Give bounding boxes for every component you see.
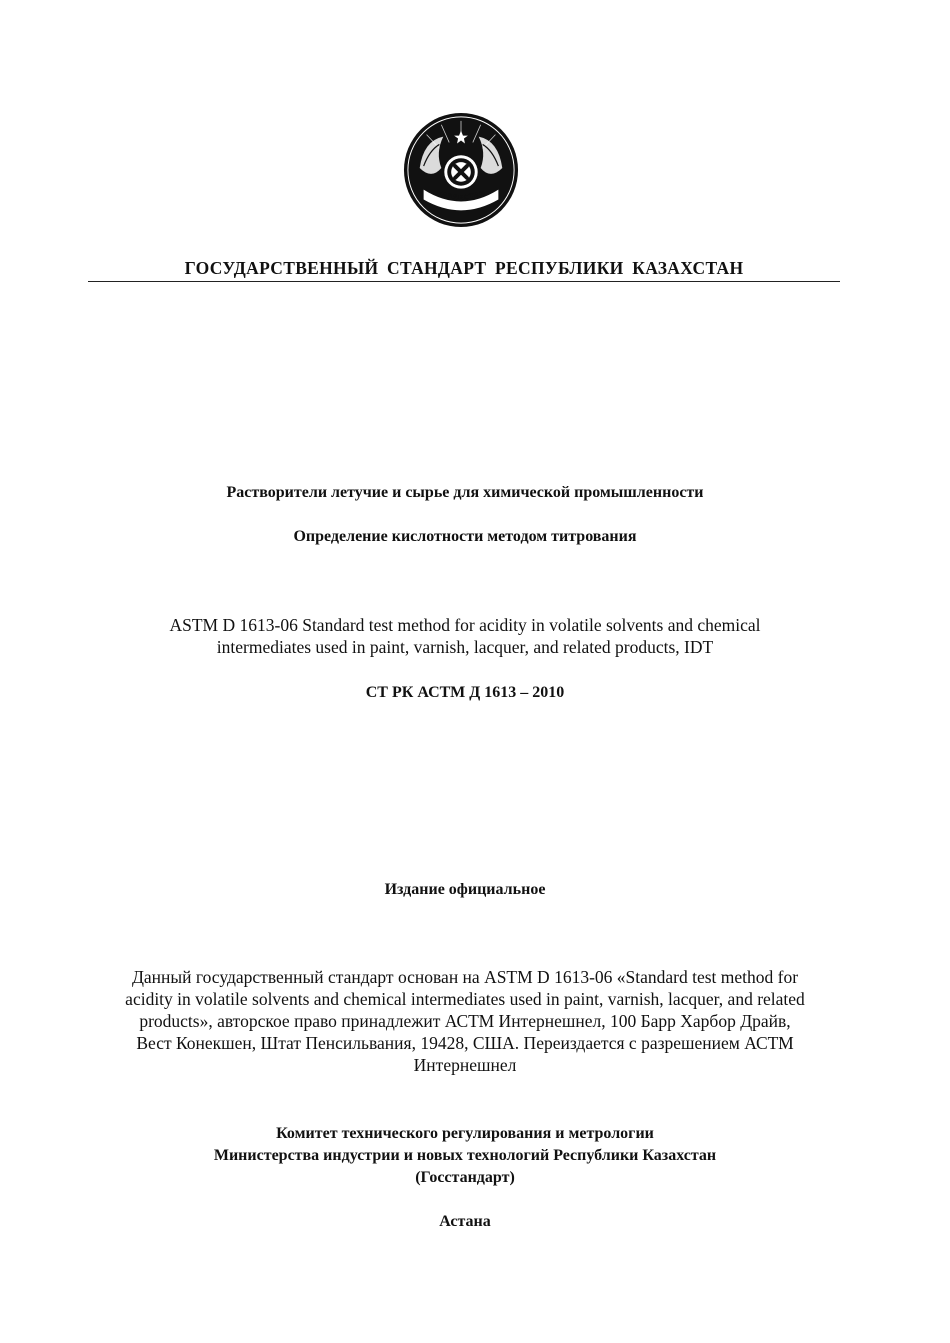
header-divider <box>88 281 840 282</box>
statement-line: acidity in volatile solvents and chemical intermediates used in paint, varnish, lacquer, and related <box>125 989 805 1009</box>
document-title: Растворители летучие и сырье для химической промышленности <box>226 484 704 501</box>
edition-label: Издание официальное <box>384 881 546 898</box>
statement-line: Интернешнел <box>413 1055 517 1075</box>
svg-text:ҚАЗАҚСТАН: ҚАЗАҚСТАН <box>435 188 487 202</box>
statement-line: Данный государственный стандарт основан на ASTM D 1613-06 «Standard test method for <box>131 967 799 987</box>
astm-reference-line-2: intermediates used in paint, varnish, lacquer, and related products, IDT <box>216 637 714 657</box>
document-subtitle: Определение кислотности методом титрования <box>293 528 637 545</box>
publisher-line: Министерства индустрии и новых технологий Республики Казахстан <box>213 1147 717 1164</box>
publisher-line: Комитет технического регулирования и метрологии <box>276 1125 654 1142</box>
astm-reference-line-1: ASTM D 1613-06 Standard test method for acidity in volatile solvents and chemical <box>169 615 761 635</box>
header-title: ГОСУДАРСТВЕННЫЙ СТАНДАРТ РЕСПУБЛИКИ КАЗАХСТАН <box>184 258 744 278</box>
statement-line: products», авторское право принадлежит АСТМ Интернешнел, 100 Барр Харбор Драйв, <box>139 1011 791 1031</box>
state-emblem <box>402 110 520 230</box>
city-label: Астана <box>439 1213 491 1230</box>
publisher-line: (Госстандарт) <box>415 1169 515 1186</box>
statement-line: Вест Конекшен, Штат Пенсильвания, 19428, США. Переиздается с разрешением АСТМ <box>136 1033 794 1053</box>
standard-designation: СТ РК АСТМ Д 1613 – 2010 <box>365 684 565 701</box>
